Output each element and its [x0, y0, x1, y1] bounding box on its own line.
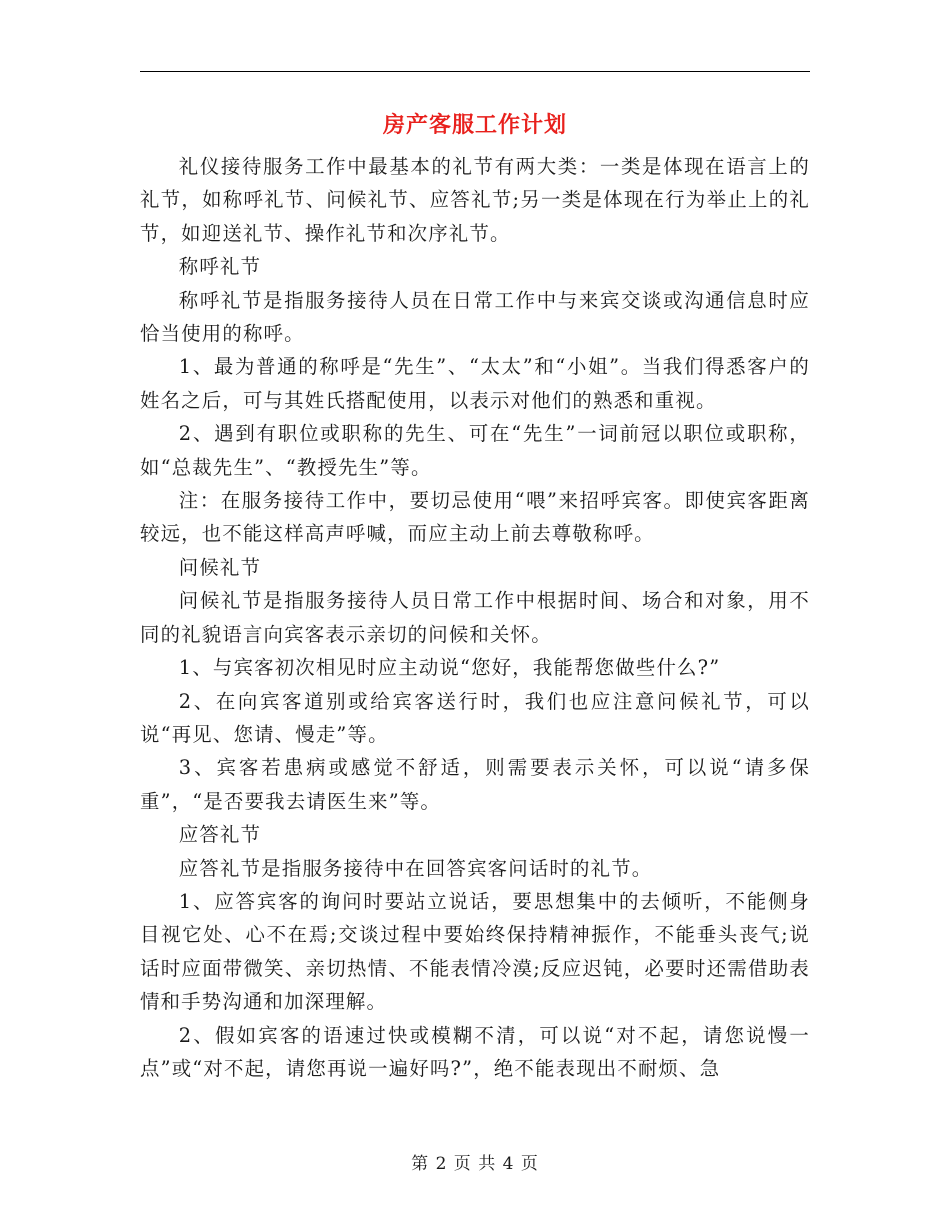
document-body: [140, 150, 810, 1085]
section-heading: 称呼礼节: [178, 255, 262, 279]
paragraph: 1、最为普通的称呼是“先生”、“太太”和“小姐”。当我们得悉客户的姓名之后，可与其姓氏搭配使用，以表示对他们的熟悉和重视。: [140, 355, 810, 412]
section-heading: 问候礼节: [178, 555, 262, 579]
document-title: 房产客服工作计划: [382, 112, 567, 138]
paragraph: 称呼礼节是指服务接待人员在日常工作中与来宾交谈或沟通信息时应恰当使用的称呼。: [140, 288, 810, 346]
paragraph: 1、应答宾客的询问时要站立说话，要思想集中的去倾听，不能侧身目视它处、心不在焉;交谈过程中要始终保持精神振作，不能垂头丧气;说话时应面带微笑、亲切热情、不能表情冷漠;反应迟钝，必要时还需借助表情和手势沟通和加深理解。: [140, 889, 810, 1014]
paragraph: 问候礼节是指服务接待人员日常工作中根据时间、场合和对象，用不同的礼貌语言向宾客表示亲切的问候和关怀。: [140, 589, 810, 646]
section-heading: 应答礼节: [178, 823, 262, 847]
paragraph: 注：在服务接待工作中，要切忌使用“喂”来招呼宾客。即使宾客距离较远，也不能这样高声呼喊，而应主动上前去尊敬称呼。: [140, 489, 810, 546]
paragraph: 1、与宾客初次相见时应主动说“您好，我能帮您做些什么?”: [178, 656, 721, 680]
paragraph: 3、宾客若患病或感觉不舒适，则需要表示关怀，可以说“请多保重”，“是否要我去请医生来”等。: [140, 756, 810, 813]
header-rule: [140, 71, 810, 72]
paragraph: 礼仪接待服务工作中最基本的礼节有两大类：一类是体现在语言上的礼节，如称呼礼节、问候礼节、应答礼节;另一类是体现在行为举止上的礼节，如迎送礼节、操作礼节和次序礼节。: [140, 155, 810, 245]
paragraph: 2、假如宾客的语速过快或模糊不清，可以说“对不起，请您说慢一点”或“对不起，请您再说一遍好吗?”，绝不能表现出不耐烦、急: [140, 1023, 810, 1080]
page-footer: 第 2 页 共 4 页: [411, 1154, 539, 1174]
paragraph: 应答礼节是指服务接待中在回答宾客问话时的礼节。: [178, 856, 653, 880]
paragraph: 2、在向宾客道别或给宾客送行时，我们也应注意问候礼节，可以说“再见、您请、慢走”等。: [140, 689, 810, 746]
paragraph: 2、遇到有职位或职称的先生、可在“先生”一词前冠以职位或职称，如“总裁先生”、“教授先生”等。: [140, 422, 810, 479]
